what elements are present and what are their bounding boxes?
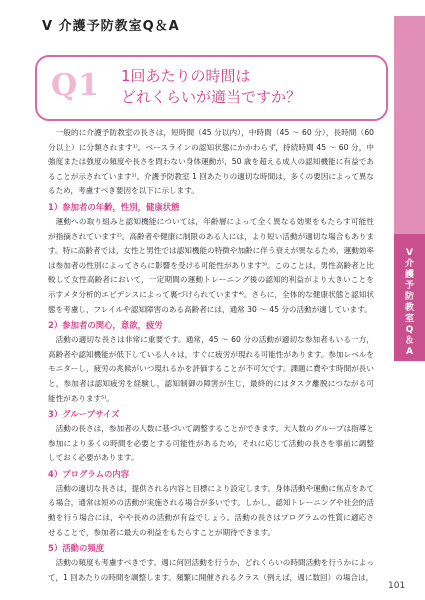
question-number: Q1	[51, 68, 101, 103]
section-heading: 5）活動の頻度	[48, 543, 105, 554]
side-tab-char: 室	[404, 314, 414, 324]
side-tab-numeral: Ⅴ	[406, 248, 413, 258]
section-paragraph: 活動の適切な長さは，提供される内容と目標により設定します。身体活動や運動に焦点をあてる場合，通常は短めの活動が実施される場合が多いです。しかし，認知トレーニングや社会的活動を行う場合には，やや長めの活動が有益でしょう。活動の長さはプログラムの性質に適応させることで，参加者に最大の利益をもたらすことが期待できます。	[48, 483, 374, 537]
question-title-line-1: 1回あたりの時間は	[121, 67, 251, 85]
chapter-heading: Ⅴ 介護予防教室Q＆A	[42, 19, 180, 34]
side-tab-char: 予	[404, 281, 414, 291]
chapter-side-tab	[394, 16, 425, 361]
question-title-line-2: どれくらいが適当ですか？	[121, 88, 302, 106]
section-heading: 1）参加者の年齢，性別，健康状態	[48, 201, 180, 212]
side-tab-vertical-text	[394, 259, 425, 358]
intro-paragraph: 一般的に介護予防教室の長さは，短時間（45 分以内），中時間（45 ～ 60 分），長時間（60 分以上）に分類されます¹⁾。ベースラインの認知状態にかかわらず，持続時間 45 ～ 60 分，中強度または強度の頻度や長さを問わない身体運動が，50 歳を超える成人の認知機能に有益であることが示されています¹⁾。介護予防教室 1 回あたりの適切な時間は，多くの要因によって異なるため，考慮すべき要因を以下に示します。	[48, 128, 374, 196]
side-tab-char: 介	[404, 259, 414, 269]
answer-body	[48, 126, 374, 585]
question-title	[121, 66, 376, 108]
section-paragraph: 活動の長さは，参加者の人数に基づいて調整することができます。大人数のグループは指導と参加により多くの時間を必要とする可能性があるため，それに応じて活動の長さを事前に調整しておく必要があります。	[48, 424, 374, 463]
section-heading: 2）参加者の関心，意欲，疲労	[48, 320, 163, 331]
section-paragraph: 活動の頻度も考慮すべきです。週に何回活動を行うか，どれくらいの時間活動を行うかによって，1 回あたりの時間を調整します。頻繁に開催されるクラス（例えば，週に数回）の場合は，	[48, 558, 374, 582]
section-paragraph: 活動の適切な長さは非常に重要です。通常，45 ～ 60 分の活動が適切な参加者もいる一方，高齢者や認知機能が低下している人々は，すぐに疲労が現れる可能性があります。参加レベルをモニターし，疲労の兆候がいつ現れるかを評価することが不可欠です。課題に費やす時間が長いと，参加者は認知疲労を経験し，認知制御の障害が生じ，最終的にはタスク離脱につながる可能性があります⁵⁾。	[48, 335, 374, 403]
chapter-side-tab-label	[394, 248, 425, 358]
section-paragraph: 運動への取り組みと認知機能については，年齢層によって全く異なる効果をもたらす可能性が指摘されています²⁾。高齢者や健康に制限のある人には，より短い活動が適切な場合もあります。特に高齢者では，女性と男性では認知機能の特徴や加齢に伴う衰えが異なるため，運動効率は参加者の性別によってさらに影響を受ける可能性があります³⁾。このことは，男性高齢者と比較して女性高齢者において，一定期間の運動トレーニング後の認知的利益がより大きいことを示すメタ分析的エビデンスによって裏づけられています⁴⁾。さらに，全体的な健康状態と認知状態を考慮し，フレイルや認知障害のある高齢者には，通常 30 ～ 45 分の活動が適しています。	[48, 216, 374, 314]
question-box	[35, 55, 388, 121]
side-tab-char: A	[406, 347, 413, 357]
side-tab-char: 教	[404, 303, 414, 313]
side-tab-char: 防	[404, 292, 414, 302]
section-heading: 4）プログラムの内容	[48, 468, 130, 479]
page-number: 101	[388, 581, 406, 591]
side-tab-char: 護	[404, 270, 414, 280]
side-tab-char: Q	[405, 325, 414, 335]
side-tab-char: ＆	[404, 336, 414, 346]
section-heading: 3）グループサイズ	[48, 409, 120, 420]
